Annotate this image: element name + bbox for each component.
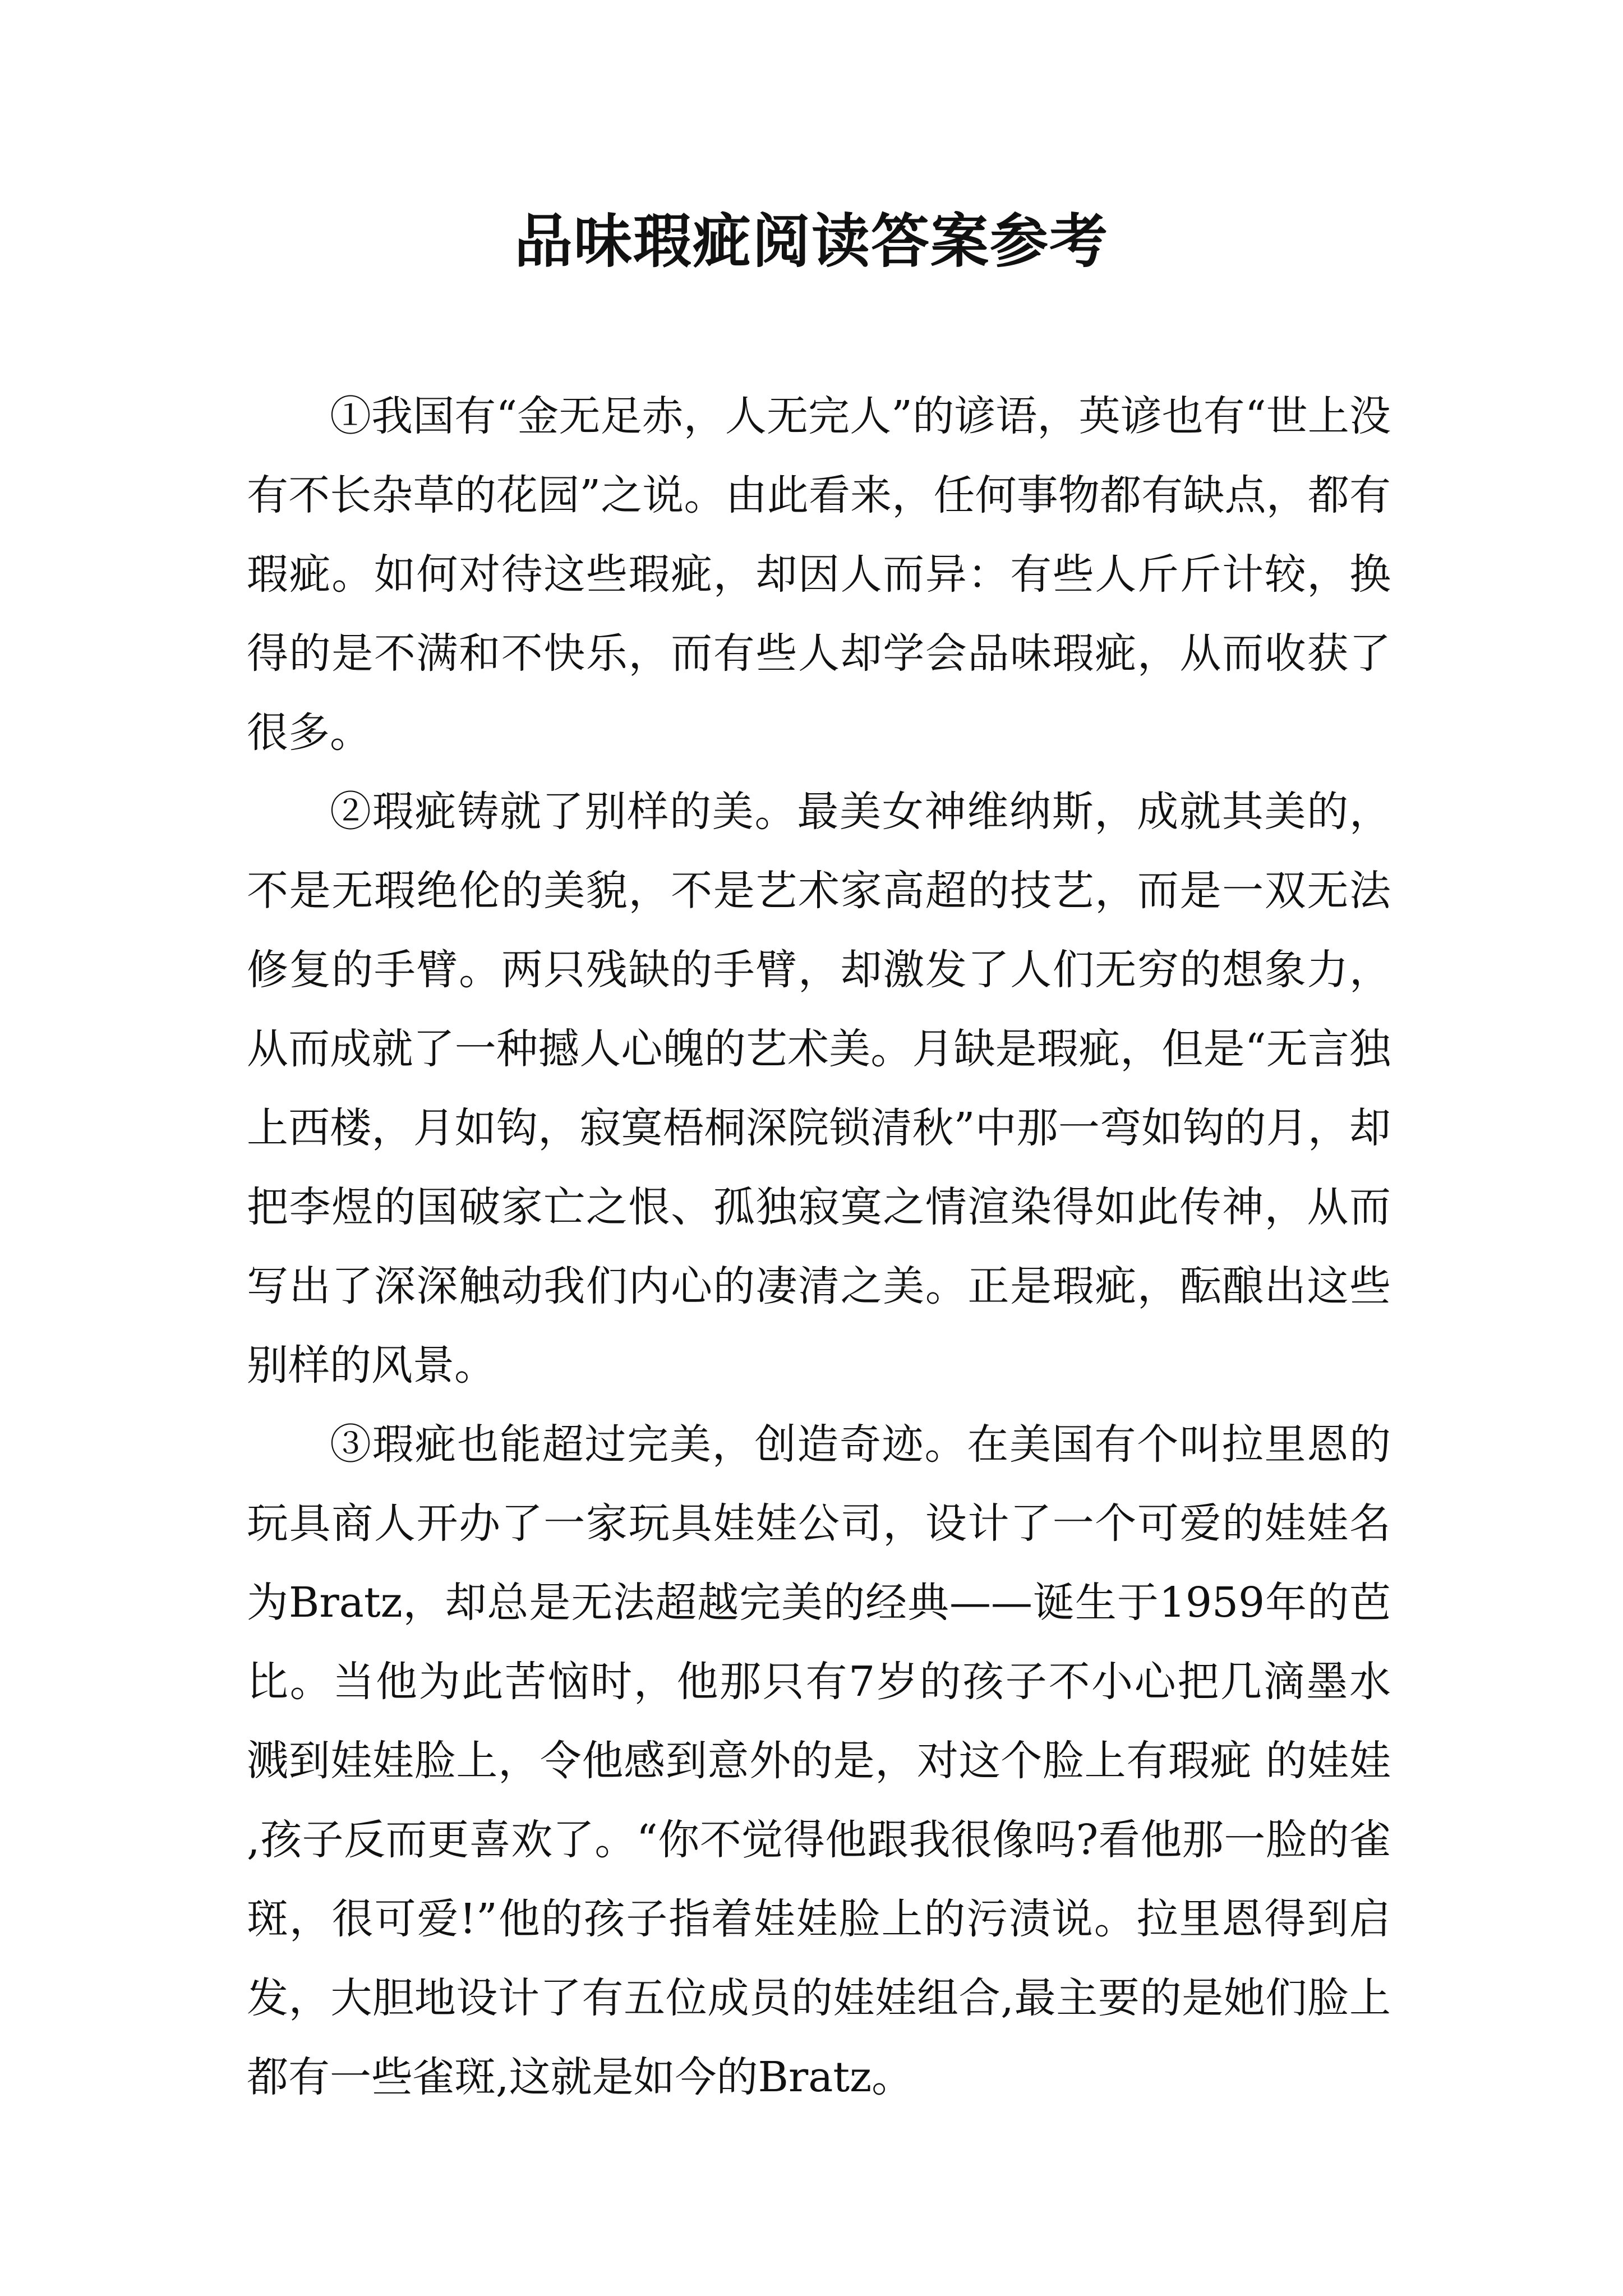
paragraph-3: ③瑕疵也能超过完美，创造奇迹。在美国有个叫拉里恩的玩具商人开办了一家玩具娃娃公司，设计了一个可爱的娃娃名为Bratz，却总是无法超越完美的经典——诞生于1959年的芭比。当他为此苦恼时，他那只有7岁的孩子不小心把几滴墨水溅到娃娃脸上，令他感到意外的是，对这个脸上有瑕疵 的娃娃,孩子反而更喜欢了。“你不觉得他跟我很像吗?看他那一脸的雀斑，很可爱!”他的孩子指着娃娃脸上的污渍说。拉里恩得到启发，大胆地设计了有五位成员的娃娃组合,最主要的是她们脸上都有一些雀斑,这就是如今的Bratz。 <box>247 1420 1391 2101</box>
paragraph-1: ①我国有“金无足赤，人无完人”的谚语，英谚也有“世上没有不长杂草的花园”之说。由此看来，任何事物都有缺点，都有瑕疵。如何对待这些瑕疵，却因人而异：有些人斤斤计较，换得的是不满和不快乐，而有些人却学会品味瑕疵，从而收获了很多。 <box>247 392 1391 757</box>
paragraph-2: ②瑕疵铸就了别样的美。最美女神维纳斯，成就其美的，不是无瑕绝伦的美貌，不是艺术家高超的技艺，而是一双无法修复的手臂。两只残缺的手臂，却激发了人们无穷的想象力，从而成就了一种撼人心魄的艺术美。月缺是瑕疵，但是“无言独上西楼，月如钩，寂寞梧桐深院锁清秋”中那一弯如钩的月，却把李煜的国破家亡之恨、孤独寂寞之情渲染得如此传神，从而写出了深深触动我们内心的凄清之美。正是瑕疵，酝酿出这些别样的风景。 <box>247 788 1391 1389</box>
document-title: 品味瑕疵阅读答案参考 <box>514 206 1109 275</box>
document-body <box>247 377 1391 2117</box>
